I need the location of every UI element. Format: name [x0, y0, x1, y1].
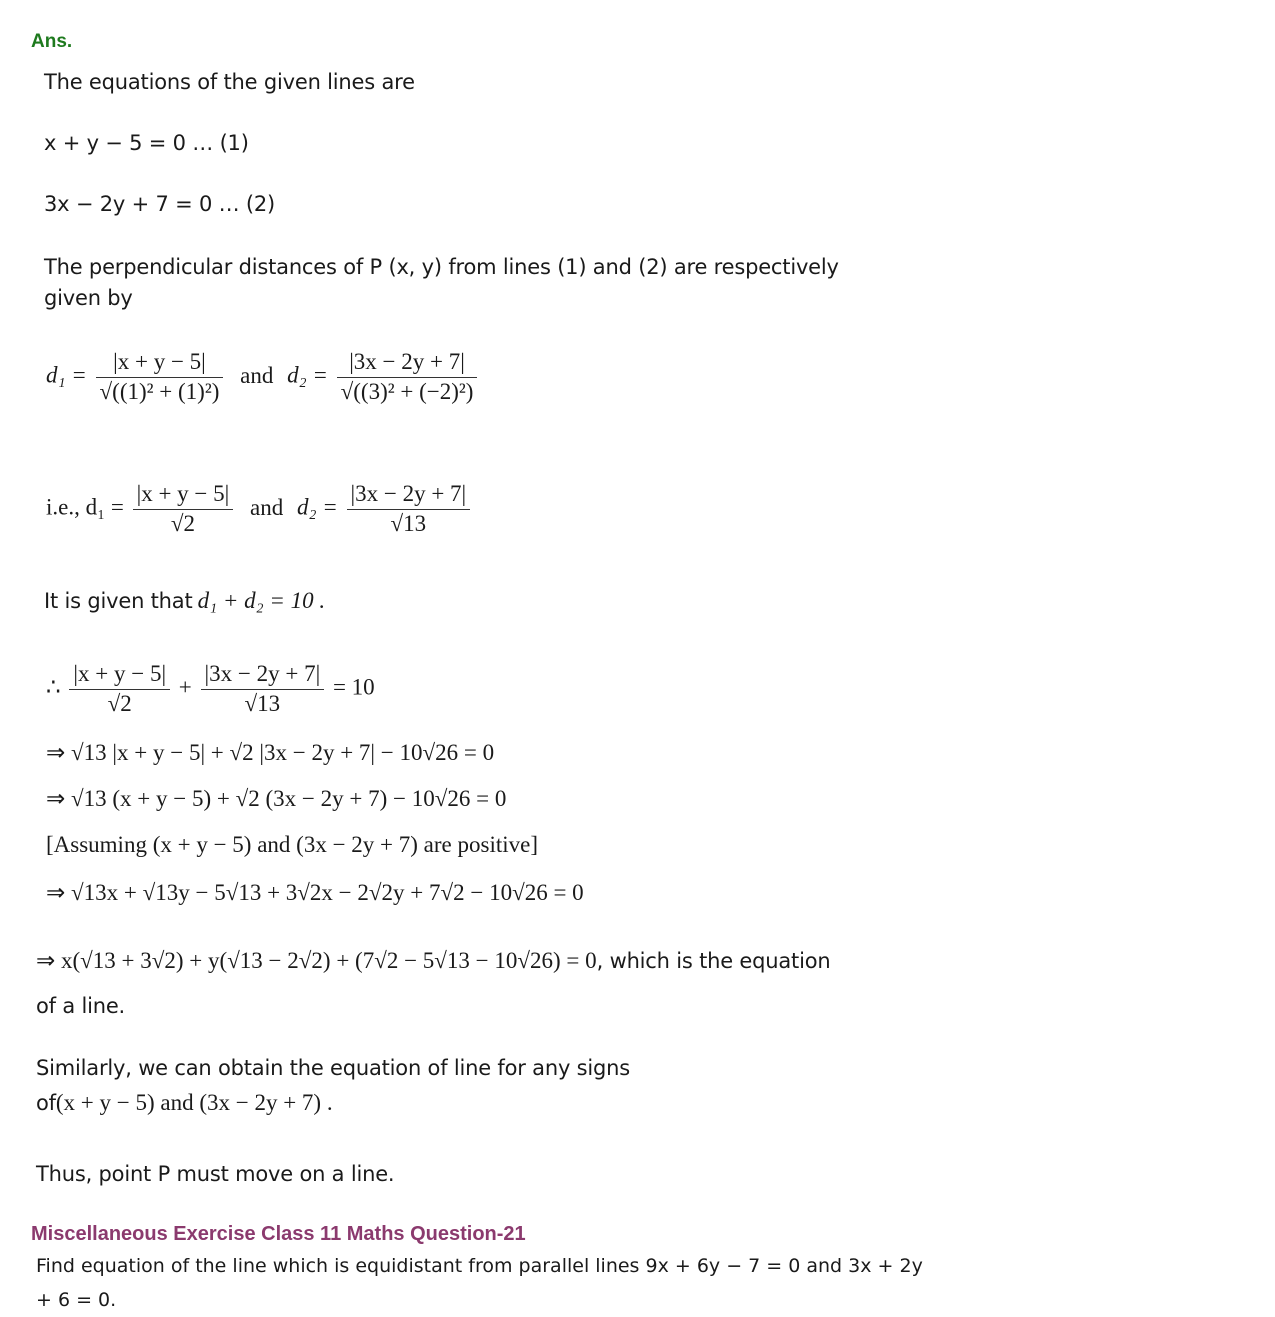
question-line2: + 6 = 0.	[36, 1289, 117, 1311]
perpendicular-text-line1: The perpendicular distances of P (x, y) from lines (1) and (2) are respectively	[44, 255, 839, 279]
similarly-of: of	[36, 1091, 56, 1115]
d2-fraction	[337, 348, 478, 407]
ie-d1-label: i.e., d₁ =	[46, 494, 124, 520]
and-word-1: and	[240, 362, 274, 388]
simplified-distances	[46, 480, 473, 539]
distance-formulas	[46, 348, 480, 407]
sum-equation	[46, 660, 375, 719]
similarly-text: Similarly, we can obtain the equation of line for any signs	[36, 1056, 631, 1080]
ie-d2-fraction	[347, 480, 471, 539]
step-4-math: ⇒ x(√13 + 3√2) + y(√13 − 2√2) + (7√2 − 5√13 − 10√26) = 0	[36, 948, 597, 973]
equation-1: x + y − 5 = 0 … (1)	[44, 131, 249, 155]
ie-d1-numerator: |x + y − 5|	[133, 480, 234, 510]
question-line1: Find equation of the line which is equidistant from parallel lines 9x + 6y − 7 = 0 and 3x + 2y	[36, 1255, 923, 1277]
step-2: ⇒ √13 (x + y − 5) + √2 (3x − 2y + 7) − 10√26 = 0	[46, 786, 507, 811]
and-word-2: and	[250, 494, 284, 520]
step-4	[36, 948, 831, 974]
conclusion-text: Thus, point P must move on a line.	[36, 1162, 395, 1186]
ie-d2-label: d₂ =	[296, 494, 338, 520]
plus-sign: +	[178, 674, 192, 700]
answer-label: Ans.	[31, 31, 73, 52]
perpendicular-text-line2: given by	[44, 286, 133, 310]
ie-d1-fraction	[133, 480, 234, 539]
sum-rhs: = 10	[332, 674, 375, 700]
assumption-note: [Assuming (x + y − 5) and (3x − 2y + 7) are positive]	[46, 832, 538, 857]
d2-label: d₂ =	[287, 362, 328, 388]
given-text: It is given that	[44, 589, 193, 613]
similarly-math: (x + y − 5) and (3x − 2y + 7) .	[55, 1090, 333, 1115]
sum-fraction-1-numerator: |x + y − 5|	[69, 660, 170, 690]
therefore-symbol: ∴	[46, 674, 61, 700]
equation-2: 3x − 2y + 7 = 0 … (2)	[44, 192, 276, 216]
step-1: ⇒ √13 |x + y − 5| + √2 |3x − 2y + 7| − 10√26 = 0	[46, 740, 495, 765]
ie-d1-denominator: √2	[170, 510, 195, 536]
sum-fraction-2-numerator: |3x − 2y + 7|	[201, 660, 325, 690]
d2-denominator: √((3)² + (−2)²)	[340, 378, 474, 404]
d1-numerator: |x + y − 5|	[96, 348, 224, 378]
given-statement	[44, 588, 325, 614]
d1-fraction	[96, 348, 224, 407]
d1-label: d₁ =	[46, 362, 87, 388]
ie-d2-denominator: √13	[390, 510, 427, 536]
given-math: d₁ + d₂ = 10 .	[197, 588, 326, 613]
sum-fraction-2-denominator: √13	[244, 690, 281, 716]
step-4-text: , which is the equation	[596, 949, 831, 973]
sum-fraction-2	[201, 660, 325, 719]
sum-fraction-1-denominator: √2	[107, 690, 132, 716]
step-3: ⇒ √13x + √13y − 5√13 + 3√2x − 2√2y + 7√2 − 10√26 = 0	[46, 880, 584, 905]
sum-fraction-1	[69, 660, 170, 719]
question-heading: Miscellaneous Exercise Class 11 Maths Question-21	[31, 1223, 526, 1245]
d2-numerator: |3x − 2y + 7|	[337, 348, 478, 378]
ie-d2-numerator: |3x − 2y + 7|	[347, 480, 471, 510]
similarly-line2	[36, 1090, 333, 1116]
step-4-line2: of a line.	[36, 994, 126, 1018]
d1-denominator: √((1)² + (1)²)	[99, 378, 220, 404]
intro-text: The equations of the given lines are	[44, 70, 415, 94]
